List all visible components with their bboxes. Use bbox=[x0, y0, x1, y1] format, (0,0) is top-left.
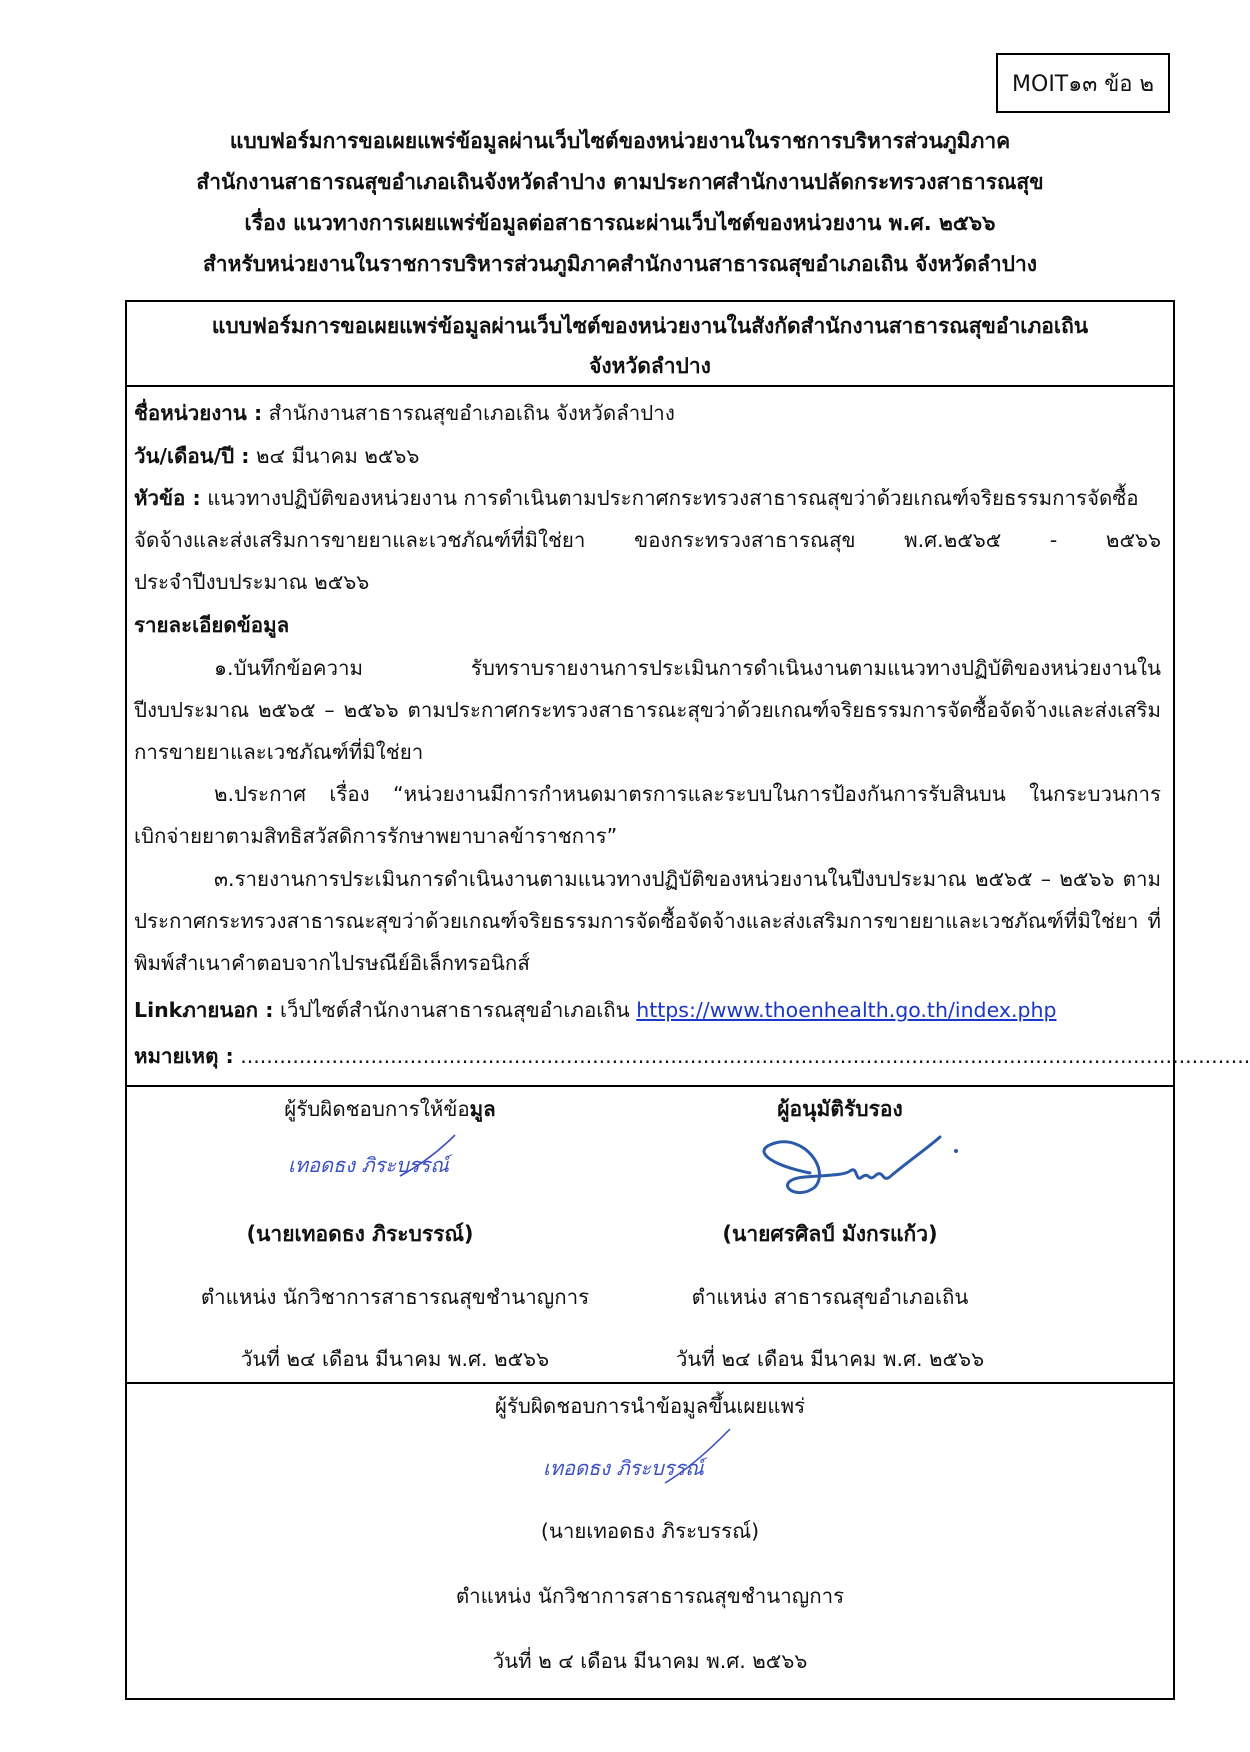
bottom-signer-position: ตำแหน่ง นักวิชาการสาธารณสุขชำนาญการ bbox=[455, 1584, 845, 1608]
bottom-signer-name: (นายเทอดธง ภิระบรรณ์) bbox=[540, 1519, 760, 1543]
item-2-line-2: เบิกจ่ายยาตามสิทธิสวัสดิการรักษาพยาบาลข้าราชการ” bbox=[134, 824, 618, 848]
note-label: หมายเหตุ : bbox=[134, 1044, 234, 1068]
bottom-signer-date: วันที่ ๒ ๔ เดือน มีนาคม พ.ศ. ๒๕๖๖ bbox=[492, 1649, 808, 1673]
left-signer-role: ผู้รับผิดชอบการให้ข้อมูล bbox=[284, 1097, 496, 1121]
link-prefix: เว็ปไซต์สำนักงานสาธารณสุขอำเภอเถิน bbox=[273, 998, 637, 1022]
unit-label: ชื่อหน่วยงาน : bbox=[134, 401, 263, 425]
item-1-line-3: การขายยาและเวชภัณฑ์ที่มิใช่ยา bbox=[134, 740, 424, 764]
date-value: ๒๔ มีนาคม ๒๕๖๖ bbox=[249, 444, 420, 468]
item-2-line-1: ๒.ประกาศ เรื่อง “หน่วยงานมีการกำหนดมาตรการและระบบในการป้องกันการรับสินบน ในกระบวนการ bbox=[214, 782, 1161, 806]
form-title-line-2: จังหวัดลำปาง bbox=[589, 354, 711, 378]
unit-row bbox=[134, 397, 675, 430]
divider-signatures bbox=[125, 1085, 1175, 1087]
topic-label: หัวข้อ : bbox=[134, 486, 201, 510]
unit-value: สำนักงานสาธารณสุขอำเภอเถิน จังหวัดลำปาง bbox=[262, 401, 675, 425]
topic-line-3: ประจำปีงบประมาณ ๒๕๖๖ bbox=[134, 570, 370, 594]
divider-bottom-signature bbox=[125, 1382, 1175, 1384]
date-row bbox=[134, 440, 419, 473]
header-line-2: สำนักงานสาธารณสุขอำเภอเถินจังหวัดลำปาง ตามประกาศสำนักงานปลัดกระทรวงสาธารณสุข bbox=[196, 170, 1044, 194]
right-signer-role: ผู้อนุมัติรับรอง bbox=[777, 1097, 903, 1121]
note-row bbox=[134, 1040, 1250, 1073]
right-signer-name: (นายศรศิลป์ มังกรแก้ว) bbox=[722, 1222, 938, 1246]
item-3-line-3: พิมพ์สำเนาคำตอบจากไปรษณีย์อิเล็กทรอนิกส์ bbox=[134, 951, 530, 975]
header-line-1: แบบฟอร์มการขอเผยแพร่ข้อมูลผ่านเว็บไซต์ของหน่วยงานในราชการบริหารส่วนภูมิภาค bbox=[229, 129, 1011, 153]
header-line-3: เรื่อง แนวทางการเผยแพร่ข้อมูลต่อสาธารณะผ่านเว็บไซต์ของหน่วยงาน พ.ศ. ๒๕๖๖ bbox=[244, 211, 996, 235]
date-label: วัน/เดือน/ปี : bbox=[134, 444, 250, 468]
topic-row bbox=[134, 482, 1139, 515]
item-3-line-2: ประกาศกระทรวงสาธารณะสุขว่าด้วยเกณฑ์จริยธรรมการจัดซื้อจัดจ้างและส่งเสริมการขายยาและเวชภัณฑ์ที่มิใช่ยา ที่ bbox=[134, 909, 1161, 933]
divider-title bbox=[125, 385, 1175, 387]
right-signer-position: ตำแหน่ง สาธารณสุขอำเภอเถิน bbox=[691, 1285, 969, 1309]
note-value: ........................................................................................................................................................... bbox=[233, 1044, 1250, 1068]
left-signer-name: (นายเทอดธง ภิระบรรณ์) bbox=[246, 1222, 474, 1246]
topic-line-1: แนวทางปฏิบัติของหน่วยงาน การดำเนินตามประกาศกระทรวงสาธารณสุขว่าด้วยเกณฑ์จริยธรรมการจัดซื้อ bbox=[200, 486, 1139, 510]
header-line-4: สำหรับหน่วยงานในราชการบริหารส่วนภูมิภาคสำนักงานสาธารณสุขอำเภอเถิน จังหวัดลำปาง bbox=[202, 252, 1038, 276]
left-signature-block bbox=[130, 1093, 650, 1126]
left-signature-text: เทอดธง ภิระบรรณ์ bbox=[288, 1153, 449, 1177]
document-reference-code bbox=[996, 53, 1170, 113]
right-signer-date: วันที่ ๒๔ เดือน มีนาคม พ.ศ. ๒๕๖๖ bbox=[675, 1347, 985, 1371]
link-label: Linkภายนอก : bbox=[134, 998, 274, 1022]
item-1-line-1: ๑.บันทึกข้อความ รับทราบรายงานการประเมินการดำเนินงานตามแนวทางปฏิบัติของหน่วยงานใน bbox=[214, 656, 1161, 680]
item-3-line-1: ๓.รายงานการประเมินการดำเนินงานตามแนวทางปฏิบัติของหน่วยงานในปีงบประมาณ ๒๕๖๕ – ๒๕๖๖ ตาม bbox=[214, 867, 1161, 891]
detail-heading: รายละเอียดข้อมูล bbox=[134, 613, 290, 637]
left-signer-position: ตำแหน่ง นักวิชาการสาธารณสุขชำนาญการ bbox=[200, 1285, 590, 1309]
form-title-line-1: แบบฟอร์มการขอเผยแพร่ข้อมูลผ่านเว็บไซต์ของหน่วยงานในสังกัดสำนักงานสาธารณสุขอำเภอเถิน bbox=[211, 314, 1089, 338]
reference-code-text: MOIT๑๓ ข้อ ๒ bbox=[1012, 71, 1154, 97]
bottom-signature-text: เทอดธง ภิระบรรณ์ bbox=[543, 1456, 704, 1480]
bottom-handwritten-signature bbox=[535, 1425, 755, 1495]
left-handwritten-signature bbox=[280, 1130, 480, 1190]
bottom-signer-role: ผู้รับผิดชอบการนำข้อมูลขึ้นเผยแพร่ bbox=[494, 1394, 806, 1418]
topic-line-2: จัดจ้างและส่งเสริมการขายยาและเวชภัณฑ์ที่มิใช่ยา ของกระทรวงสาธารณสุข พ.ศ.๒๕๖๕ - ๒๕๖๖ bbox=[134, 528, 1161, 552]
item-1-line-2: ปีงบประมาณ ๒๕๖๕ – ๒๕๖๖ ตามประกาศกระทรวงสาธารณะสุขว่าด้วยเกณฑ์จริยธรรมการจัดซื้อจัดจ้างและส่งเสริม bbox=[134, 698, 1161, 722]
external-link[interactable]: https://www.thoenhealth.go.th/index.php bbox=[636, 998, 1057, 1022]
link-row bbox=[134, 994, 1057, 1027]
left-signer-date: วันที่ ๒๔ เดือน มีนาคม พ.ศ. ๒๕๖๖ bbox=[240, 1347, 550, 1371]
right-handwritten-signature bbox=[750, 1125, 990, 1205]
